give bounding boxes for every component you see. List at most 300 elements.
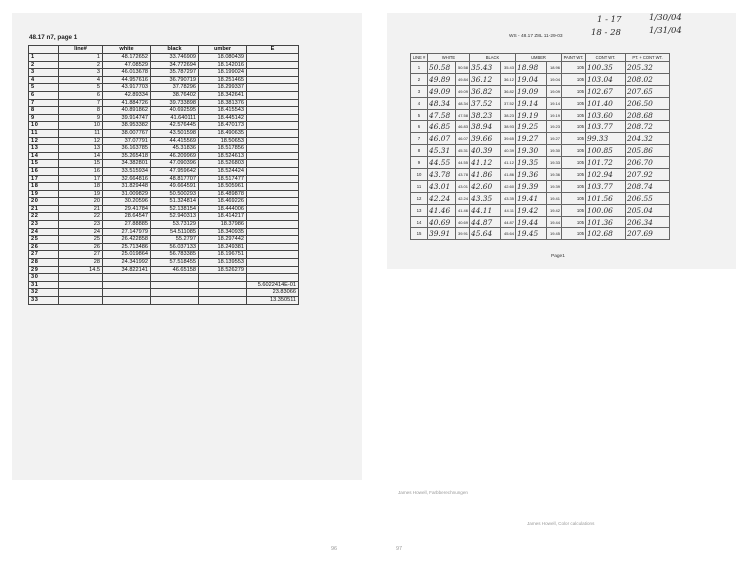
handwritten-cell: 36.82 <box>470 85 501 97</box>
table-cell: 14.5 <box>59 266 103 274</box>
table-cell: 12 <box>59 137 103 145</box>
table-cell: 34.772694 <box>151 61 199 69</box>
handwritten-cell: 47.58 <box>428 109 456 121</box>
table-cell <box>247 152 299 160</box>
table-cell: 6 <box>411 121 428 133</box>
table-cell: 8 <box>59 107 103 115</box>
handwritten-cell: 36.12 <box>470 73 501 85</box>
table-cell: 6 <box>29 91 59 99</box>
table-cell: 42.89334 <box>103 91 151 99</box>
table-cell: 19.42 <box>547 204 562 216</box>
handwritten-cell: 42.60 <box>470 180 501 192</box>
table-cell: 18.489878 <box>199 190 247 198</box>
table-cell: 17 <box>59 175 103 183</box>
handwritten-cell: 38.94 <box>470 121 501 133</box>
table-cell: 27 <box>29 251 59 259</box>
table-row <box>411 97 670 109</box>
table-cell: 48.172652 <box>103 54 151 62</box>
handwritten-cell: 207.92 <box>626 169 670 181</box>
handwritten-cell: 204.32 <box>626 133 670 145</box>
table-cell: 19.45 <box>547 228 562 240</box>
table-cell <box>247 266 299 274</box>
table-cell <box>247 243 299 251</box>
table-row <box>29 129 299 137</box>
handwritten-cell: 45.64 <box>470 228 501 240</box>
table-cell <box>103 289 151 297</box>
left-sheet <box>12 13 362 480</box>
table-cell: 105 <box>562 133 586 145</box>
handwritten-cell: 46.85 <box>428 121 456 133</box>
handwritten-cell: 19.19 <box>516 109 547 121</box>
table-cell <box>247 160 299 168</box>
table-cell: 49.09 <box>456 85 470 97</box>
table-cell: 19.09 <box>547 85 562 97</box>
handwritten-cell: 208.74 <box>626 180 670 192</box>
table-row <box>29 198 299 206</box>
table-cell: 23 <box>59 221 103 229</box>
handwritten-cell: 38.23 <box>470 109 501 121</box>
handwritten-cell: 100.06 <box>586 204 626 216</box>
table-cell: 42.24 <box>456 192 470 204</box>
table-cell: 105 <box>562 97 586 109</box>
left-caption: James Howell, Farbberechnungen <box>398 490 468 495</box>
table-cell <box>247 137 299 145</box>
table-cell: 18.470173 <box>199 122 247 130</box>
table-cell: 18.469226 <box>199 198 247 206</box>
table-cell: 24 <box>59 228 103 236</box>
table-cell: 20 <box>29 198 59 206</box>
table-cell <box>247 69 299 77</box>
right-sheet <box>387 13 736 269</box>
table-cell: 30.20596 <box>103 198 151 206</box>
table-cell: 19 <box>59 190 103 198</box>
table-cell: 28 <box>59 259 103 267</box>
table-cell: 34.382801 <box>103 160 151 168</box>
table-cell: 42.576445 <box>151 122 199 130</box>
handwritten-cell: 19.04 <box>516 73 547 85</box>
table-cell: 105 <box>562 109 586 121</box>
table-cell <box>199 281 247 289</box>
table-cell: 2 <box>59 61 103 69</box>
handwritten-cell: 18.98 <box>516 62 547 74</box>
table-cell: 36.790719 <box>151 76 199 84</box>
table-cell: 13 <box>411 204 428 216</box>
table-row <box>411 145 670 157</box>
table-row <box>411 192 670 204</box>
left-col-index <box>29 46 59 54</box>
col-paint-wt: PAINT WT. <box>562 54 586 62</box>
table-cell: 13.350511 <box>247 297 299 305</box>
table-cell <box>151 274 199 282</box>
table-cell <box>247 145 299 153</box>
handwritten-cell: 48.34 <box>428 97 456 109</box>
table-cell: 37.07791 <box>103 137 151 145</box>
handwritten-cell: 208.72 <box>626 121 670 133</box>
table-cell: 41.884726 <box>103 99 151 107</box>
table-cell: 18.526803 <box>199 160 247 168</box>
handwritten-date-1: 1/30/04 <box>649 13 682 23</box>
table-cell: 35.265418 <box>103 152 151 160</box>
table-cell: 18.490635 <box>199 129 247 137</box>
table-cell: 12 <box>411 192 428 204</box>
table-cell: 105 <box>562 157 586 169</box>
table-cell: 39.91 <box>456 228 470 240</box>
table-row <box>29 167 299 175</box>
table-cell <box>247 183 299 191</box>
table-cell: 18 <box>59 183 103 191</box>
table-cell: 44.415569 <box>151 137 199 145</box>
handwritten-cell: 19.25 <box>516 121 547 133</box>
table-cell: 15 <box>59 160 103 168</box>
handwritten-date-2: 1/31/04 <box>649 26 682 36</box>
table-cell: 46.83 <box>456 121 470 133</box>
handwritten-cell: 19.44 <box>516 216 547 228</box>
table-cell: 23 <box>29 221 59 229</box>
table-cell: 38.23 <box>501 109 516 121</box>
col-black: BLACK <box>470 54 516 62</box>
table-cell: 26.422858 <box>103 236 151 244</box>
table-cell <box>247 228 299 236</box>
table-cell: 37.52 <box>501 97 516 109</box>
table-cell: 18.444006 <box>199 205 247 213</box>
table-cell: 48.34 <box>456 97 470 109</box>
table-cell: 45.64 <box>501 228 516 240</box>
table-cell: 18.524613 <box>199 152 247 160</box>
handwritten-cell: 99.33 <box>586 133 626 145</box>
table-cell: 46.209969 <box>151 152 199 160</box>
table-cell: 27 <box>59 251 103 259</box>
table-row <box>411 133 670 145</box>
table-row <box>29 266 299 274</box>
table-cell: 44.957616 <box>103 76 151 84</box>
table-cell: 35.787297 <box>151 69 199 77</box>
table-cell <box>247 175 299 183</box>
table-row <box>29 190 299 198</box>
table-cell: 105 <box>562 121 586 133</box>
table-cell: 5 <box>59 84 103 92</box>
table-cell: 18.414217 <box>199 213 247 221</box>
table-cell: 26 <box>29 243 59 251</box>
table-row <box>411 121 670 133</box>
table-cell: 105 <box>562 169 586 181</box>
handwritten-cell: 49.89 <box>428 73 456 85</box>
table-cell: 2 <box>29 61 59 69</box>
table-cell: 57.518455 <box>151 259 199 267</box>
col-cont-wt: CONT WT. <box>586 54 626 62</box>
table-cell: 51.324814 <box>151 198 199 206</box>
table-cell: 42.60 <box>501 180 516 192</box>
table-cell: 38.76402 <box>151 91 199 99</box>
handwritten-cell: 101.36 <box>586 216 626 228</box>
handwritten-cell: 44.11 <box>470 204 501 216</box>
handwritten-cell: 102.94 <box>586 169 626 181</box>
table-cell: 15 <box>411 228 428 240</box>
table-cell: 1 <box>29 54 59 62</box>
table-cell: 30 <box>29 274 59 282</box>
table-row <box>29 54 299 62</box>
handwritten-cell: 37.52 <box>470 97 501 109</box>
table-cell: 8 <box>411 145 428 157</box>
table-cell <box>247 274 299 282</box>
table-cell <box>247 54 299 62</box>
table-cell <box>247 107 299 115</box>
table-cell: 45.31 <box>456 145 470 157</box>
table-cell <box>247 167 299 175</box>
table-cell <box>59 297 103 305</box>
table-cell <box>247 259 299 267</box>
table-cell: 5 <box>411 109 428 121</box>
table-cell <box>103 281 151 289</box>
table-cell: 18.196751 <box>199 251 247 259</box>
handwritten-cell: 19.36 <box>516 169 547 181</box>
left-col-header: line# <box>59 46 103 54</box>
table-cell: 25 <box>59 236 103 244</box>
table-cell: 19.36 <box>547 169 562 181</box>
handwritten-cell: 207.65 <box>626 85 670 97</box>
table-cell: 45.31836 <box>151 145 199 153</box>
handwritten-cell: 42.24 <box>428 192 456 204</box>
table-row <box>29 137 299 145</box>
table-cell: 52.138154 <box>151 205 199 213</box>
table-cell: 18.415543 <box>199 107 247 115</box>
handwritten-cell: 101.72 <box>586 157 626 169</box>
table-cell <box>247 99 299 107</box>
table-cell: 105 <box>562 85 586 97</box>
table-row <box>411 85 670 97</box>
table-cell <box>247 221 299 229</box>
table-cell: 18.340935 <box>199 228 247 236</box>
table-row <box>29 228 299 236</box>
handwritten-cell: 40.39 <box>470 145 501 157</box>
table-cell: 32.664816 <box>103 175 151 183</box>
table-cell: 49.84 <box>456 73 470 85</box>
handwritten-cell: 41.12 <box>470 157 501 169</box>
table-cell: 16 <box>59 167 103 175</box>
table-cell: 43.35 <box>501 192 516 204</box>
handwritten-cell: 206.70 <box>626 157 670 169</box>
table-cell <box>151 289 199 297</box>
table-cell: 31 <box>29 281 59 289</box>
table-cell: 18.381376 <box>199 99 247 107</box>
handwritten-cell: 45.31 <box>428 145 456 157</box>
table-row <box>29 122 299 130</box>
table-row <box>29 221 299 229</box>
handwritten-cell: 19.09 <box>516 85 547 97</box>
table-cell: 33.746909 <box>151 54 199 62</box>
table-cell: 28.64547 <box>103 213 151 221</box>
table-row <box>411 169 670 181</box>
table-row <box>29 289 299 297</box>
table-cell: 7 <box>59 99 103 107</box>
table-cell: 18.342641 <box>199 91 247 99</box>
handwritten-cell: 206.34 <box>626 216 670 228</box>
table-cell <box>199 274 247 282</box>
table-cell: 18.517477 <box>199 175 247 183</box>
handwritten-cell: 35.43 <box>470 62 501 74</box>
table-cell: 40.69 <box>456 216 470 228</box>
handwritten-cell: 19.45 <box>516 228 547 240</box>
table-row <box>29 205 299 213</box>
table-cell: 54.511085 <box>151 228 199 236</box>
table-cell: 19.23 <box>547 121 562 133</box>
table-cell: 14 <box>59 152 103 160</box>
table-cell: 40.39 <box>501 145 516 157</box>
table-cell: 18.524424 <box>199 167 247 175</box>
table-cell <box>59 289 103 297</box>
table-cell <box>247 198 299 206</box>
handwritten-cell: 206.55 <box>626 192 670 204</box>
right-sheet-header: WS - 48.17 Z8L 11-29-03 <box>509 34 563 39</box>
table-cell: 10 <box>411 169 428 181</box>
handwritten-cell: 41.46 <box>428 204 456 216</box>
table-row <box>29 99 299 107</box>
table-cell <box>247 84 299 92</box>
table-cell <box>247 91 299 99</box>
table-cell: 10 <box>29 122 59 130</box>
table-cell: 44.87 <box>501 216 516 228</box>
table-cell: 18.142016 <box>199 61 247 69</box>
handwritten-cell: 19.30 <box>516 145 547 157</box>
table-cell: 7 <box>411 133 428 145</box>
table-row <box>411 62 670 74</box>
table-cell: 38.953382 <box>103 122 151 130</box>
table-cell: 23.83066 <box>247 289 299 297</box>
table-cell: 56.783385 <box>151 251 199 259</box>
table-cell: 18.139553 <box>199 259 247 267</box>
handwritten-cell: 206.50 <box>626 97 670 109</box>
table-cell: 46.07 <box>456 133 470 145</box>
table-cell: 39.65 <box>501 133 516 145</box>
table-cell: 19.30 <box>547 145 562 157</box>
col-white: WHITE <box>428 54 470 62</box>
handwritten-range-1: 1 - 17 <box>597 15 622 25</box>
table-cell: 37.78296 <box>151 84 199 92</box>
left-col-header: E <box>247 46 299 54</box>
table-cell: 27.88885 <box>103 221 151 229</box>
handwritten-cell: 103.04 <box>586 73 626 85</box>
table-cell: 50.58 <box>456 62 470 74</box>
table-cell: 11 <box>411 180 428 192</box>
table-cell: 18.297442 <box>199 236 247 244</box>
table-row <box>29 297 299 305</box>
table-cell: 5.6022414E-01 <box>247 281 299 289</box>
table-cell: 19.44 <box>547 216 562 228</box>
handwritten-cell: 41.86 <box>470 169 501 181</box>
table-cell: 18.505961 <box>199 183 247 191</box>
table-cell: 50.500293 <box>151 190 199 198</box>
table-cell: 38.93 <box>501 121 516 133</box>
table-row <box>29 183 299 191</box>
table-row <box>29 213 299 221</box>
table-cell: 105 <box>562 192 586 204</box>
table-cell: 32 <box>29 289 59 297</box>
table-cell: 3 <box>411 85 428 97</box>
table-cell: 13 <box>59 145 103 153</box>
table-cell: 47.090396 <box>151 160 199 168</box>
handwritten-cell: 100.35 <box>586 62 626 74</box>
table-cell: 105 <box>562 204 586 216</box>
handwritten-cell: 205.86 <box>626 145 670 157</box>
table-cell: 14 <box>29 152 59 160</box>
table-row <box>29 61 299 69</box>
table-cell: 19.33 <box>547 157 562 169</box>
table-cell: 21 <box>29 205 59 213</box>
table-cell: 8 <box>29 107 59 115</box>
table-cell: 12 <box>29 137 59 145</box>
table-cell: 5 <box>29 84 59 92</box>
table-cell: 28 <box>29 259 59 267</box>
table-cell: 18.517856 <box>199 145 247 153</box>
table-cell: 19.27 <box>547 133 562 145</box>
table-cell: 105 <box>562 73 586 85</box>
table-cell: 19.19 <box>547 109 562 121</box>
table-cell: 1 <box>59 54 103 62</box>
table-cell: 19.39 <box>547 180 562 192</box>
table-cell: 40.692595 <box>151 107 199 115</box>
table-row <box>29 236 299 244</box>
handwritten-cell: 40.69 <box>428 216 456 228</box>
table-cell: 16 <box>29 167 59 175</box>
table-cell: 41.12 <box>501 157 516 169</box>
table-cell: 25.019864 <box>103 251 151 259</box>
handwritten-range-2: 18 - 28 <box>591 28 621 38</box>
handwritten-cell: 39.91 <box>428 228 456 240</box>
handwritten-cell: 103.60 <box>586 109 626 121</box>
table-cell: 40.891862 <box>103 107 151 115</box>
table-cell: 17 <box>29 175 59 183</box>
table-cell: 9 <box>59 114 103 122</box>
handwritten-cell: 49.09 <box>428 85 456 97</box>
table-cell: 43.917703 <box>103 84 151 92</box>
table-cell: 53.73129 <box>151 221 199 229</box>
table-cell: 36.163785 <box>103 145 151 153</box>
table-cell: 6 <box>59 91 103 99</box>
table-cell: 31.009829 <box>103 190 151 198</box>
table-cell <box>247 122 299 130</box>
table-row <box>29 145 299 153</box>
table-cell: 47.959642 <box>151 167 199 175</box>
table-cell: 1 <box>411 62 428 74</box>
handwritten-cell: 19.27 <box>516 133 547 145</box>
table-cell <box>247 114 299 122</box>
table-cell: 25.713486 <box>103 243 151 251</box>
table-cell: 46.013678 <box>103 69 151 77</box>
left-col-header: umber <box>199 46 247 54</box>
table-cell: 43.78 <box>456 169 470 181</box>
table-cell: 29 <box>29 266 59 274</box>
table-cell <box>247 190 299 198</box>
table-cell <box>59 274 103 282</box>
handwritten-cell: 39.66 <box>470 133 501 145</box>
table-row <box>411 228 670 240</box>
table-row <box>29 175 299 183</box>
table-cell <box>247 236 299 244</box>
table-cell: 9 <box>411 157 428 169</box>
table-cell: 18.445142 <box>199 114 247 122</box>
table-row <box>29 251 299 259</box>
table-cell: 44.11 <box>501 204 516 216</box>
left-sheet-header: 48.17 n7, page 1 <box>29 34 78 41</box>
table-cell: 27.147979 <box>103 228 151 236</box>
table-cell: 7 <box>29 99 59 107</box>
table-cell: 47.08529 <box>103 61 151 69</box>
table-cell: 29.41784 <box>103 205 151 213</box>
table-cell: 44.55 <box>456 157 470 169</box>
table-cell: 18.37986 <box>199 221 247 229</box>
table-cell: 18.080439 <box>199 54 247 62</box>
table-cell <box>247 213 299 221</box>
table-cell: 24.341992 <box>103 259 151 267</box>
